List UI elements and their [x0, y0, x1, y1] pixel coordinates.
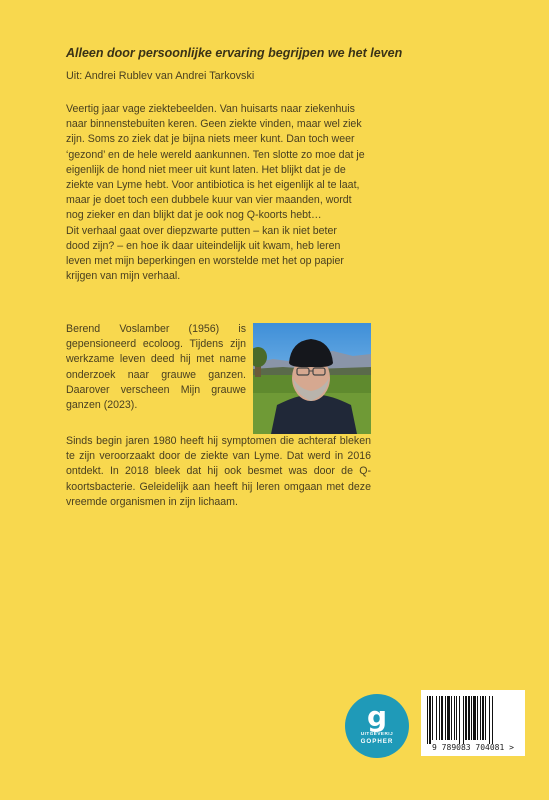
book-blurb [66, 102, 482, 284]
blurb-line: ziekte van Lyme hebt. Voor antibiotica is het eigenlijk al te laat, [66, 179, 360, 192]
blurb-line: krijgen van mijn verhaal. [66, 270, 181, 283]
blurb-line: dood zijn? – en hoe ik daar uiteindelijk uit kwam, heb leren [66, 239, 341, 252]
blurb-line: ‘gezond’ en de hele wereld aankunnen. Ten slotte zo moe dat je [66, 148, 365, 161]
epigraph-quote: Alleen door persoonlijke ervaring begrijpen we het leven [66, 46, 403, 60]
publisher-logo-glyph: g [366, 700, 388, 733]
publisher-logo-line1: UITGEVERIJ [360, 731, 394, 736]
bio-lead: Sinds begin jaren 1980 heeft hij symptomen die achteraf bleken te [66, 435, 371, 463]
blurb-line: maar je doet toch een dubbele kuur van vier maanden, wordt [66, 194, 352, 207]
isbn-number [421, 743, 525, 752]
epigraph-source: Uit: Andrei Rublev van Andrei Tarkovski [66, 70, 255, 82]
blurb-line: leven met mijn beperkingen en worstelde met het op papier [66, 255, 344, 268]
isbn-barcode [421, 690, 525, 756]
bio-rest: zijn veroorzaakt door de ziekte van Lyme. Dat werd in 2016 ontdekt. In 2018 bleek dat hij ook besmet was door de Q-koortsbacterie. Geleidelijk aan heeft hij leren omgaan met deze vreemde organismen in zijn lichaam. [66, 450, 371, 508]
blurb-line: Veertig jaar vage ziektebeelden. Van huisarts naar ziekenhuis [66, 103, 355, 115]
author-bio-intro: Berend Voslamber (1956) is gepensioneerd ecoloog. Tijdens zijn werkzame leven deed hij met name onderzoek naar grauwe ganzen. Daarover verscheen Mijn grauwe ganzen (2023). [66, 323, 246, 412]
publisher-logo-name: GOPHER [360, 738, 394, 745]
barcode-bars [421, 690, 525, 744]
blurb-line: eigenlijk de hond niet meer uit kunt laten. Het blijkt dat je de [66, 163, 346, 176]
author-photo [253, 323, 371, 434]
isbn-marker: > [509, 743, 514, 752]
blurb-line: zijn. Soms zo ziek dat je bijna niets meer kunt. Dan toch weer [66, 133, 355, 146]
blurb-line: naar binnenstebuiten keren. Geen ziekte vinden, maar wel ziek [66, 118, 362, 131]
blurb-line: nog zieker en dan blijkt dat je ook nog Q-koorts hebt… [66, 209, 322, 222]
isbn-digits: 9 789083 704081 [432, 743, 505, 752]
blurb-line: Dit verhaal gaat over diepzwarte putten – kan ik niet beter [66, 224, 337, 237]
author-bio-continued [66, 434, 371, 510]
publisher-logo [345, 694, 409, 758]
